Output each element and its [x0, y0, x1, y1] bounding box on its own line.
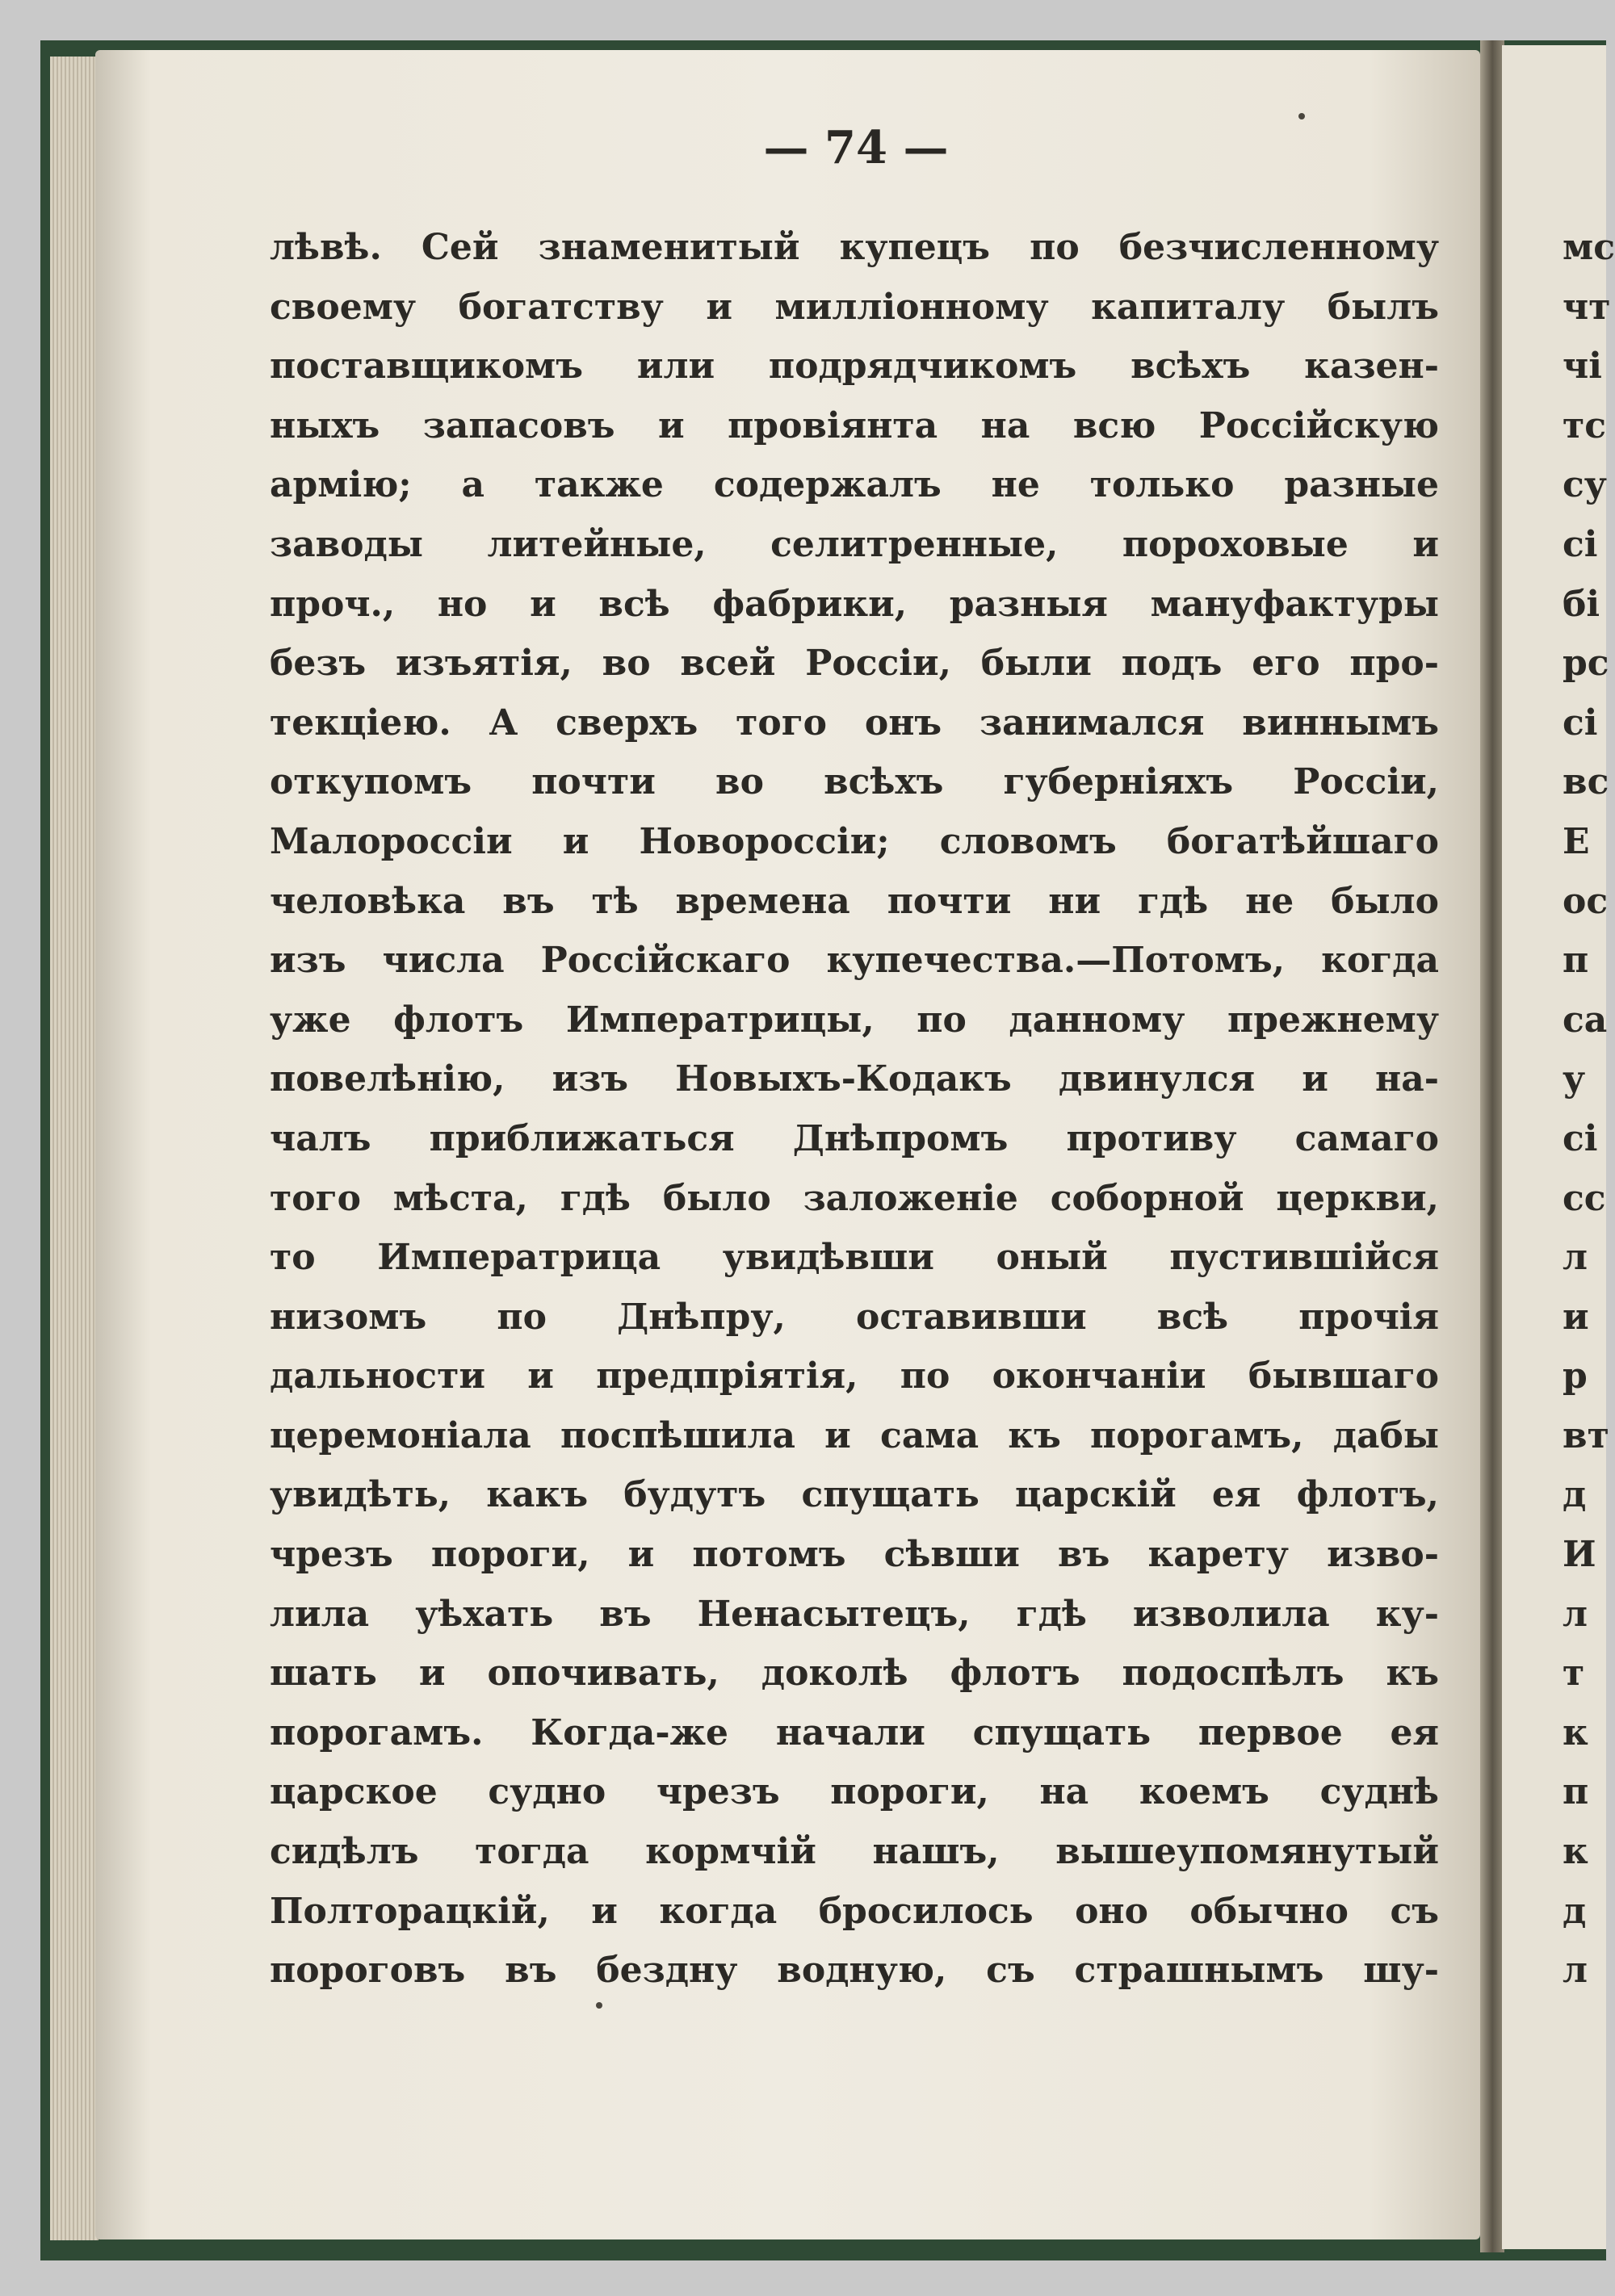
- text-line: поставщикомъ или подрядчикомъ всѣхъ казен-: [270, 346, 1439, 388]
- next-page-text: [1563, 218, 1615, 2001]
- text-line: чрезъ пороги, и потомъ сѣвши въ карету изво-: [270, 1534, 1439, 1576]
- next-page-line: са: [1563, 999, 1608, 1041]
- text-line: шать и опочивать, доколѣ флотъ подоспѣлъ къ: [270, 1653, 1439, 1695]
- text-line: дальности и предпріятія, по окончаніи бывшаго: [270, 1355, 1439, 1397]
- page-edges: [50, 57, 99, 2240]
- next-page-line: и: [1563, 1296, 1589, 1338]
- ink-speck: [596, 2002, 602, 2009]
- next-page-line: Е: [1563, 820, 1590, 862]
- next-page-line: бі: [1563, 583, 1600, 625]
- next-page-line: п: [1563, 1771, 1589, 1813]
- next-page-line: сі: [1563, 1117, 1598, 1159]
- text-line: повелѣнію, изъ Новыхъ-Кодакъ двинулся и на-: [270, 1058, 1439, 1100]
- text-line: Малороссіи и Новороссіи; словомъ богатѣйшаго: [270, 820, 1439, 862]
- next-page-line: су: [1563, 464, 1607, 506]
- next-page-line: к: [1563, 1712, 1588, 1753]
- text-line: порогамъ. Когда-же начали спущать первое ея: [270, 1712, 1439, 1753]
- next-page-line: чт: [1563, 286, 1611, 328]
- text-line: пороговъ въ бездну водную, съ страшнымъ шу-: [270, 1950, 1439, 1992]
- body-text: [270, 218, 1439, 2001]
- next-page-line: сс: [1563, 1177, 1606, 1219]
- text-line: церемоніала поспѣшила и сама къ порогамъ, дабы: [270, 1414, 1439, 1456]
- text-line: увидѣть, какъ будутъ спущать царскій ея флотъ,: [270, 1474, 1439, 1516]
- text-line: лѣвѣ. Сей знаменитый купецъ по безчисленному: [270, 227, 1439, 268]
- next-page-line: д: [1563, 1890, 1587, 1932]
- next-page-line: чі: [1563, 346, 1602, 388]
- next-page-line: д: [1563, 1474, 1587, 1516]
- next-page-line: рс: [1563, 643, 1609, 685]
- ink-speck: [1298, 113, 1305, 119]
- text-line: армію; а также содержалъ не только разные: [270, 464, 1439, 506]
- next-page-line: к: [1563, 1831, 1588, 1873]
- next-page-line: л: [1563, 1593, 1588, 1635]
- next-page-line: у: [1563, 1058, 1586, 1100]
- text-line: то Императрица увидѣвши оный пустившійся: [270, 1237, 1439, 1279]
- text-line: Полторацкій, и когда бросилось оно обычно съ: [270, 1890, 1439, 1932]
- text-line: своему богатству и милліонному капиталу былъ: [270, 286, 1439, 328]
- next-page-line: т: [1563, 1653, 1585, 1695]
- next-page-line: вс: [1563, 761, 1609, 803]
- text-line: лила уѣхать въ Ненасытецъ, гдѣ изволила ку-: [270, 1593, 1439, 1635]
- next-page-line: л: [1563, 1950, 1588, 1992]
- text-line: заводы литейные, селитренные, пороховые и: [270, 523, 1439, 565]
- text-line: чалъ приближаться Днѣпромъ противу самаго: [270, 1117, 1439, 1159]
- text-line: низомъ по Днѣпру, оставивши всѣ прочія: [270, 1296, 1439, 1338]
- next-page-line: р: [1563, 1355, 1588, 1397]
- next-page-line: вт: [1563, 1414, 1609, 1456]
- next-page-line: мс: [1563, 227, 1615, 268]
- next-page-line: тс: [1563, 404, 1607, 446]
- text-line: текціею. А сверхъ того онъ занимался виннымъ: [270, 702, 1439, 744]
- next-page-line: И: [1563, 1534, 1596, 1576]
- text-line: безъ изъятія, во всей Россіи, были подъ его про-: [270, 643, 1439, 685]
- text-line: проч., но и всѣ фабрики, разныя мануфактуры: [270, 583, 1439, 625]
- text-line: сидѣлъ тогда кормчій нашъ, вышеупомянутый: [270, 1831, 1439, 1873]
- text-line: откупомъ почти во всѣхъ губерніяхъ Россіи,: [270, 761, 1439, 803]
- text-line: уже флотъ Императрицы, по данному прежнему: [270, 999, 1439, 1041]
- text-line: того мѣста, гдѣ было заложеніе соборной церкви,: [270, 1177, 1439, 1219]
- next-page-line: л: [1563, 1237, 1588, 1279]
- next-page-line: ос: [1563, 880, 1609, 922]
- next-page-line: п: [1563, 940, 1589, 982]
- next-page-line: сі: [1563, 523, 1598, 565]
- text-line: изъ числа Россійскаго купечества.—Потомъ, когда: [270, 940, 1439, 982]
- text-line: человѣка въ тѣ времена почти ни гдѣ не было: [270, 880, 1439, 922]
- next-page-line: сі: [1563, 702, 1598, 744]
- text-line: царское судно чрезъ пороги, на коемъ суднѣ: [270, 1771, 1439, 1813]
- book-gutter: [1480, 40, 1504, 2252]
- text-line: ныхъ запасовъ и провіянта на всю Россійскую: [270, 404, 1439, 446]
- page-number: — 74 —: [763, 121, 949, 174]
